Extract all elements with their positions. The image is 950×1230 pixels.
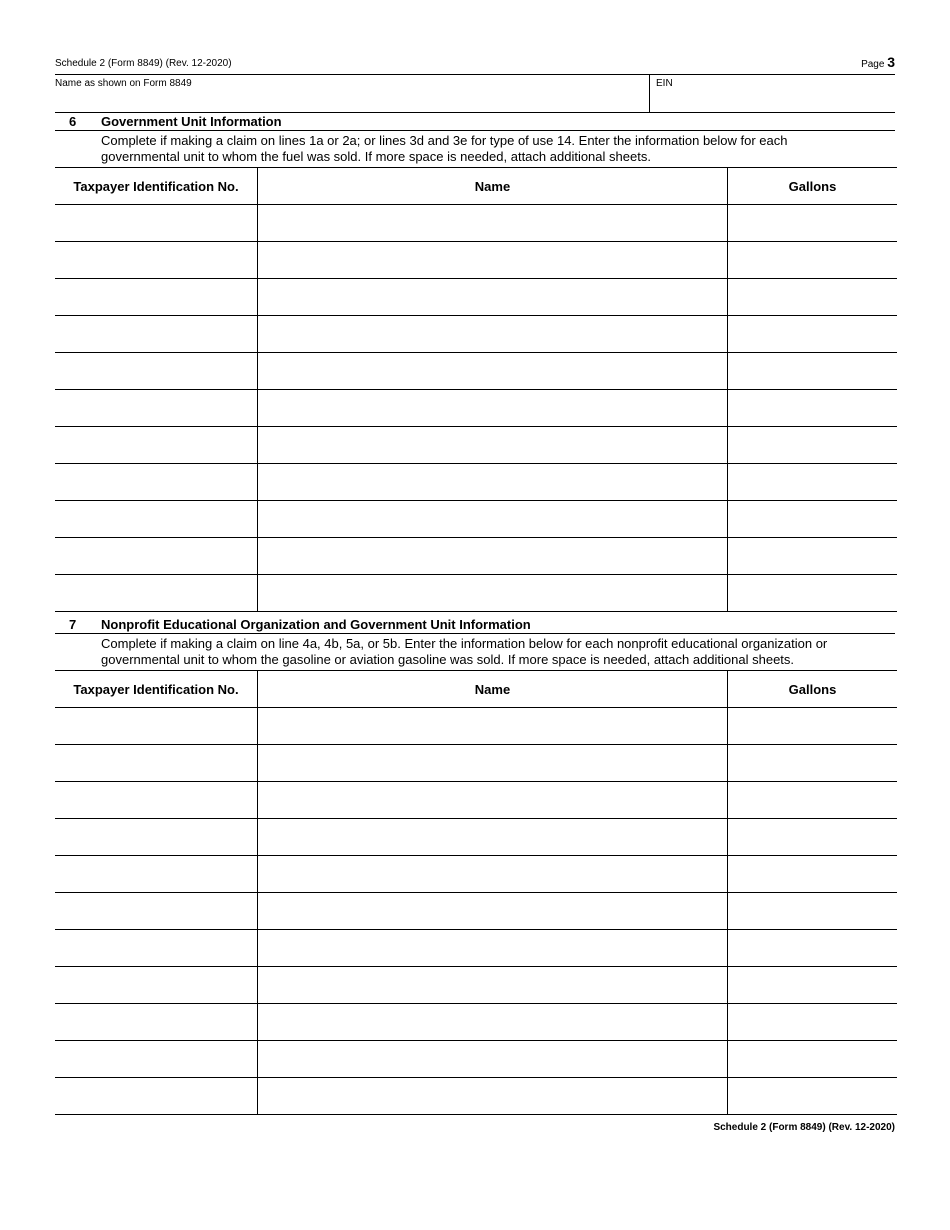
- table-row: [55, 893, 897, 930]
- tin-cell[interactable]: [55, 893, 258, 930]
- table-row: [55, 279, 897, 316]
- gallons-cell[interactable]: [728, 745, 898, 782]
- gallons-column-header: Gallons: [728, 168, 898, 205]
- section-6-header: [55, 112, 895, 131]
- gallons-cell[interactable]: [728, 1078, 898, 1115]
- name-cell[interactable]: [258, 390, 728, 427]
- name-cell[interactable]: [258, 967, 728, 1004]
- gallons-cell[interactable]: [728, 279, 898, 316]
- name-column-header: Name: [258, 168, 728, 205]
- page-label: Page: [861, 59, 885, 70]
- gallons-cell[interactable]: [728, 501, 898, 538]
- name-cell[interactable]: [258, 1004, 728, 1041]
- tin-cell[interactable]: [55, 1078, 258, 1115]
- name-cell[interactable]: [258, 316, 728, 353]
- gallons-cell[interactable]: [728, 205, 898, 242]
- table-row: [55, 390, 897, 427]
- name-cell[interactable]: [258, 782, 728, 819]
- ein-field[interactable]: [649, 75, 896, 112]
- name-cell[interactable]: [258, 893, 728, 930]
- section-6-instructions-line-2: governmental unit to whom the fuel was sold. If more space is needed, attach additional sheets.: [101, 148, 651, 164]
- gallons-cell[interactable]: [728, 575, 898, 612]
- table-row: [55, 501, 897, 538]
- tin-cell[interactable]: [55, 708, 258, 745]
- gallons-cell[interactable]: [728, 538, 898, 575]
- name-ein-row: [55, 74, 895, 113]
- gallons-cell[interactable]: [728, 316, 898, 353]
- table-row: [55, 782, 897, 819]
- gallons-cell[interactable]: [728, 353, 898, 390]
- name-cell[interactable]: [258, 464, 728, 501]
- section-7-header-row: [55, 671, 897, 708]
- table-row: [55, 353, 897, 390]
- gallons-cell[interactable]: [728, 1041, 898, 1078]
- name-cell[interactable]: [258, 205, 728, 242]
- tin-column-header: Taxpayer Identification No.: [55, 168, 258, 205]
- name-field-label: Name as shown on Form 8849: [55, 78, 192, 89]
- table-row: [55, 316, 897, 353]
- name-cell[interactable]: [258, 819, 728, 856]
- table-row: [55, 967, 897, 1004]
- tin-cell[interactable]: [55, 279, 258, 316]
- name-cell[interactable]: [258, 1078, 728, 1115]
- table-row: [55, 427, 897, 464]
- tin-cell[interactable]: [55, 930, 258, 967]
- section-7-header: [55, 615, 895, 634]
- table-row: [55, 745, 897, 782]
- name-cell[interactable]: [258, 1041, 728, 1078]
- tin-cell[interactable]: [55, 501, 258, 538]
- gallons-cell[interactable]: [728, 930, 898, 967]
- gallons-cell[interactable]: [728, 242, 898, 279]
- gallons-cell[interactable]: [728, 856, 898, 893]
- name-cell[interactable]: [258, 242, 728, 279]
- page-number-value: 3: [887, 54, 895, 70]
- table-row: [55, 242, 897, 279]
- table-row: [55, 708, 897, 745]
- table-row: [55, 575, 897, 612]
- tin-cell[interactable]: [55, 575, 258, 612]
- section-7-number: 7: [69, 617, 77, 632]
- section-7-instructions-line-2: governmental unit to whom the gasoline or aviation gasoline was sold. If more space is needed, attach additional sheets.: [101, 651, 795, 667]
- table-row: [55, 856, 897, 893]
- tin-cell[interactable]: [55, 1004, 258, 1041]
- tin-cell[interactable]: [55, 353, 258, 390]
- section-6-number: 6: [69, 114, 77, 129]
- name-cell[interactable]: [258, 708, 728, 745]
- gallons-cell[interactable]: [728, 893, 898, 930]
- tin-cell[interactable]: [55, 856, 258, 893]
- gallons-cell[interactable]: [728, 967, 898, 1004]
- name-cell[interactable]: [258, 745, 728, 782]
- name-cell[interactable]: [258, 501, 728, 538]
- section-6-header-row: [55, 168, 897, 205]
- name-cell[interactable]: [258, 575, 728, 612]
- tin-cell[interactable]: [55, 538, 258, 575]
- section-6-table: [55, 167, 897, 612]
- tin-cell[interactable]: [55, 242, 258, 279]
- gallons-cell[interactable]: [728, 1004, 898, 1041]
- name-cell[interactable]: [258, 538, 728, 575]
- gallons-cell[interactable]: [728, 464, 898, 501]
- gallons-cell[interactable]: [728, 708, 898, 745]
- form-identifier: Schedule 2 (Form 8849) (Rev. 12-2020): [55, 58, 232, 69]
- table-row: [55, 819, 897, 856]
- tin-cell[interactable]: [55, 316, 258, 353]
- section-7-instructions: [101, 636, 895, 667]
- tin-cell[interactable]: [55, 464, 258, 501]
- tin-cell[interactable]: [55, 967, 258, 1004]
- table-row: [55, 464, 897, 501]
- tin-cell[interactable]: [55, 390, 258, 427]
- table-row: [55, 1078, 897, 1115]
- tin-cell[interactable]: [55, 819, 258, 856]
- gallons-cell[interactable]: [728, 427, 898, 464]
- name-cell[interactable]: [258, 930, 728, 967]
- name-cell[interactable]: [258, 427, 728, 464]
- tin-column-header: Taxpayer Identification No.: [55, 671, 258, 708]
- tin-cell[interactable]: [55, 782, 258, 819]
- section-6-title: Government Unit Information: [101, 114, 282, 129]
- section-7-table: [55, 670, 897, 1115]
- name-cell[interactable]: [258, 856, 728, 893]
- section-7-title: Nonprofit Educational Organization and Government Unit Information: [101, 617, 531, 632]
- name-cell[interactable]: [258, 353, 728, 390]
- name-cell[interactable]: [258, 279, 728, 316]
- page-footer: Schedule 2 (Form 8849) (Rev. 12-2020): [713, 1122, 895, 1133]
- ein-field-label: EIN: [656, 78, 673, 89]
- section-7-instructions-line-1: Complete if making a claim on line 4a, 4b, 5a, or 5b. Enter the information below for each nonprofit educational organization or: [101, 636, 828, 651]
- page-number: [861, 54, 895, 70]
- tin-cell[interactable]: [55, 427, 258, 464]
- table-row: [55, 1041, 897, 1078]
- gallons-cell[interactable]: [728, 390, 898, 427]
- table-row: [55, 1004, 897, 1041]
- tin-cell[interactable]: [55, 205, 258, 242]
- table-row: [55, 930, 897, 967]
- tin-cell[interactable]: [55, 745, 258, 782]
- name-field[interactable]: [55, 75, 649, 112]
- gallons-cell[interactable]: [728, 819, 898, 856]
- section-6-instructions-line-1: Complete if making a claim on lines 1a or 2a; or lines 3d and 3e for type of use 14. Enter the information below for each: [101, 133, 788, 148]
- section-6-instructions: [101, 133, 895, 164]
- table-row: [55, 205, 897, 242]
- table-row: [55, 538, 897, 575]
- page-header: [55, 54, 895, 74]
- gallons-column-header: Gallons: [728, 671, 898, 708]
- name-column-header: Name: [258, 671, 728, 708]
- tin-cell[interactable]: [55, 1041, 258, 1078]
- gallons-cell[interactable]: [728, 782, 898, 819]
